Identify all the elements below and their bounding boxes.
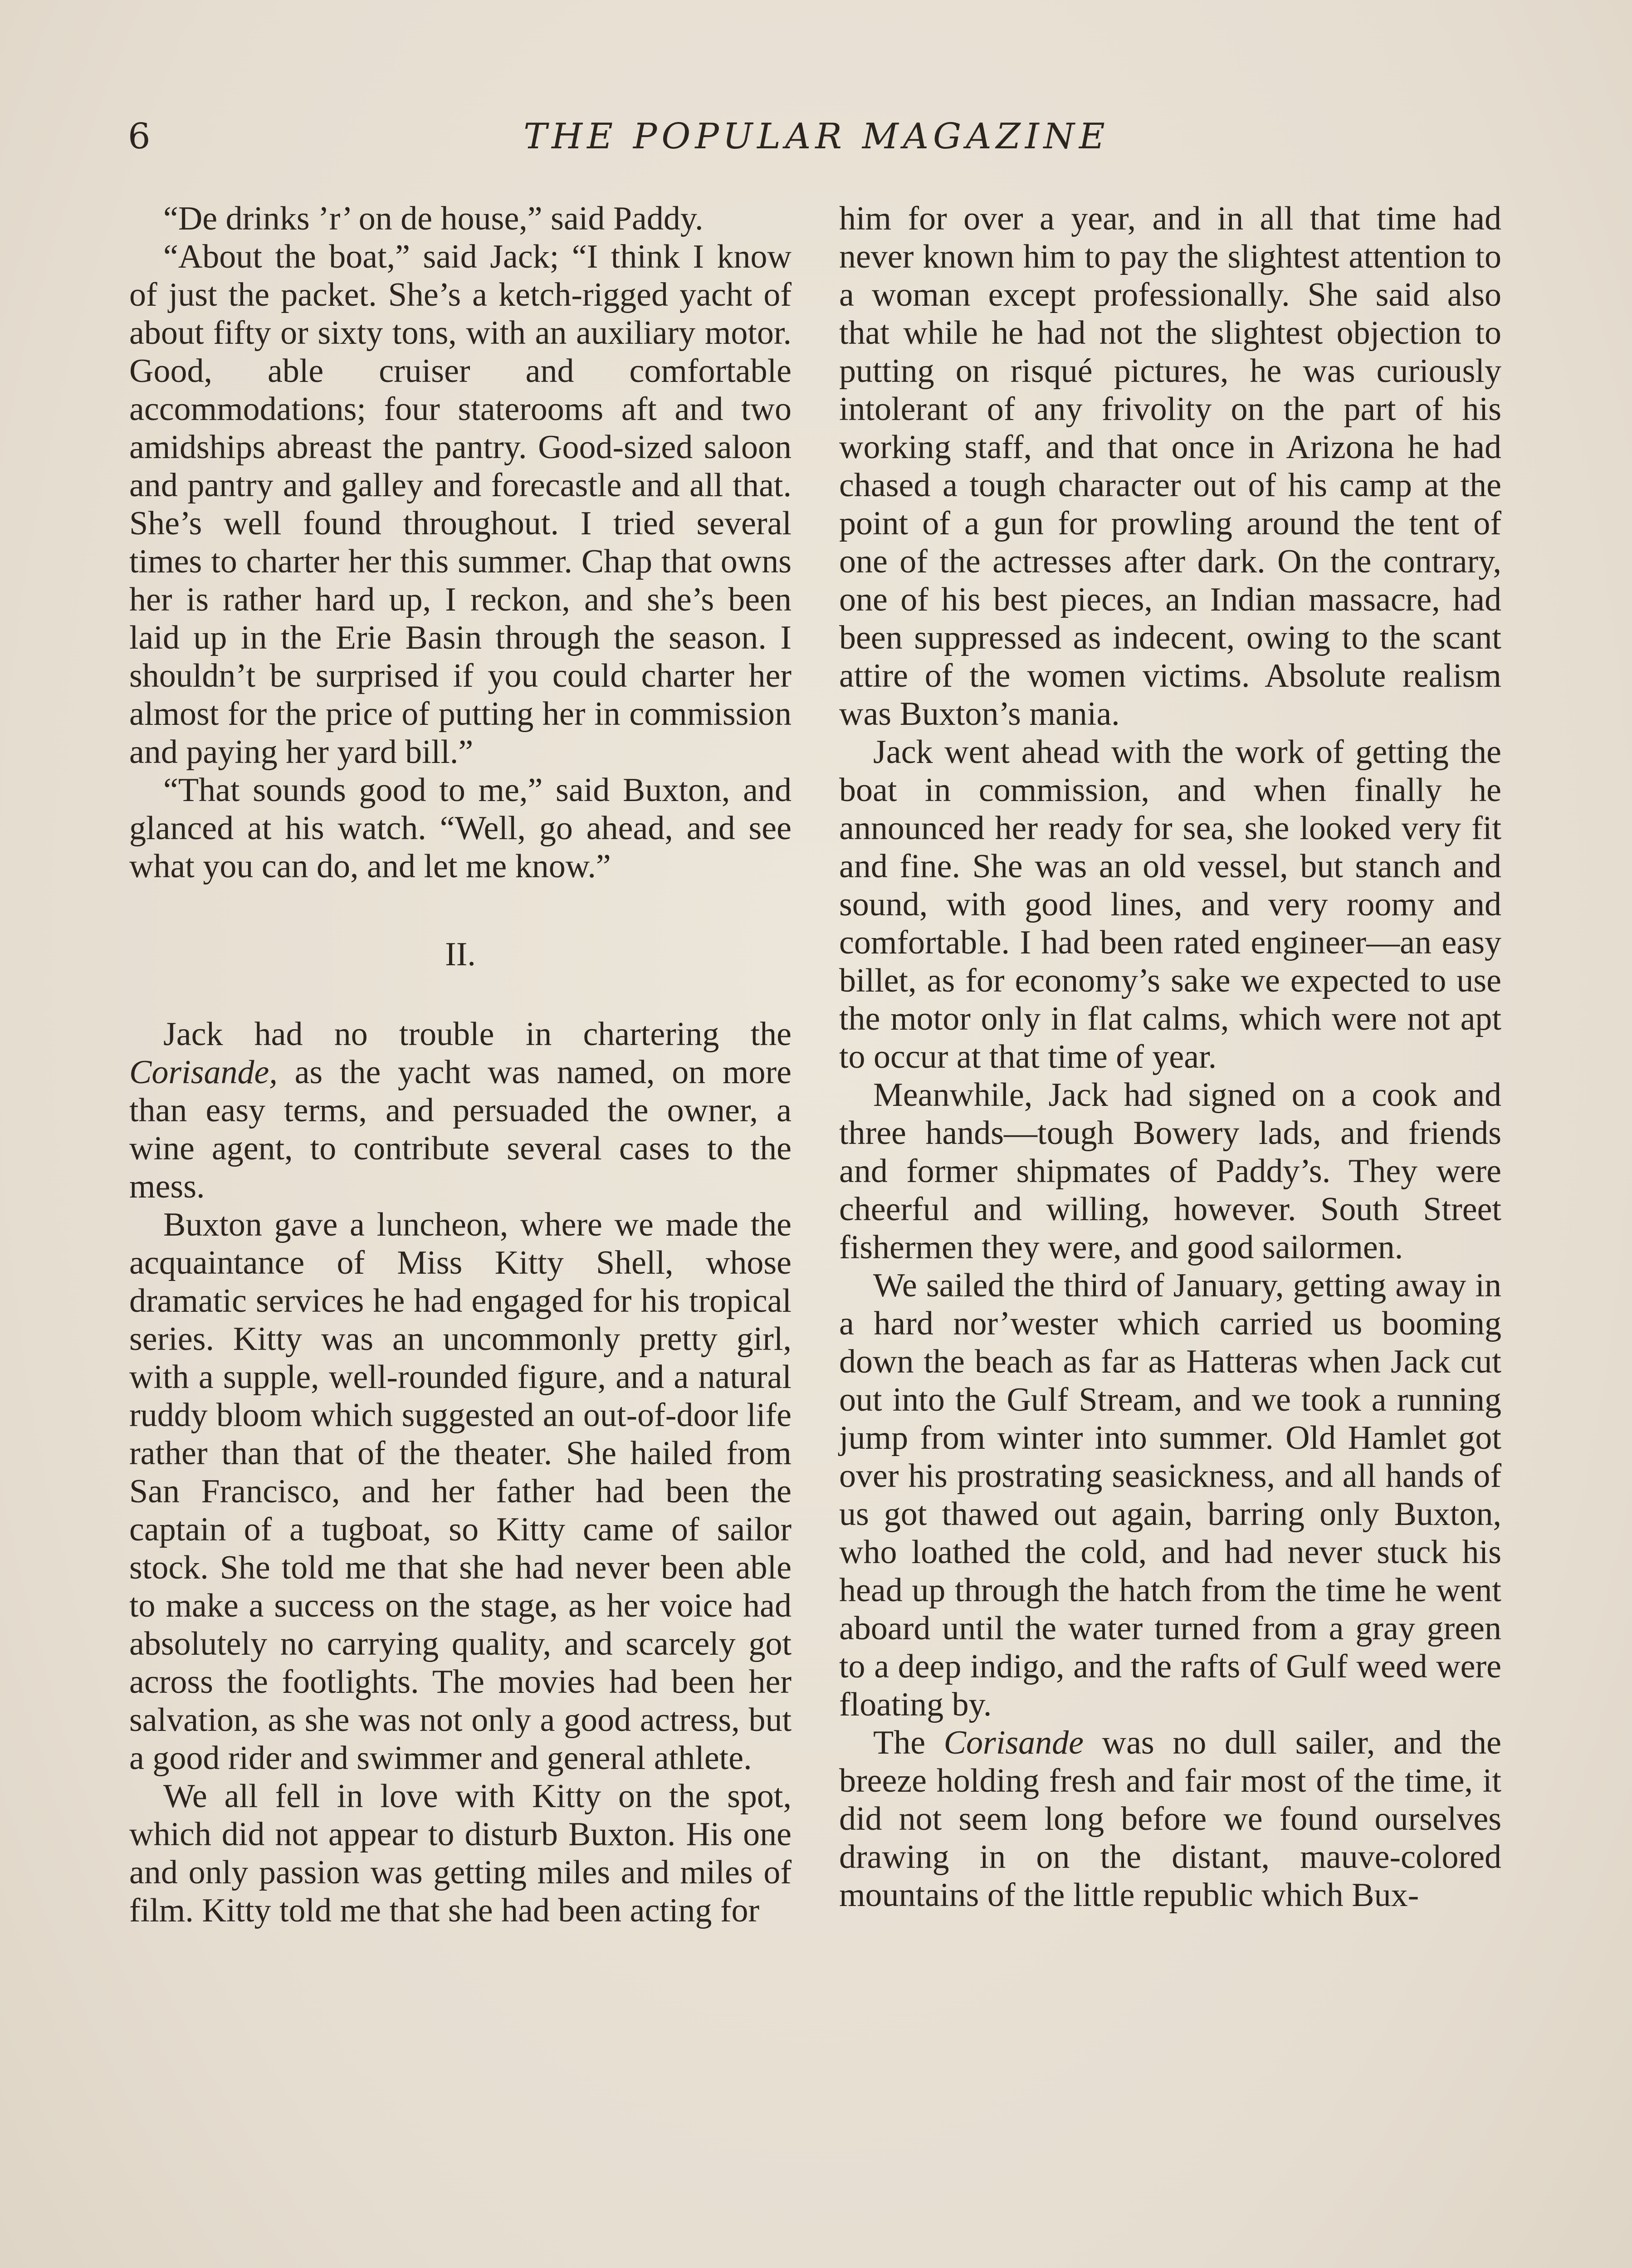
ship-name-italic: Corisande, (129, 1054, 278, 1091)
paragraph: Meanwhile, Jack had signed on a cook and three hands—tough Bowery lads, and friends and former shipmates of Paddy’s. They were cheerful and willing, however. South Street fishermen they were, and good sailormen. (839, 1076, 1501, 1266)
paragraph: “De drinks ’r’ on de house,” said Paddy. (163, 200, 704, 237)
right-column (839, 200, 1501, 1914)
paragraph: Buxton gave a luncheon, where we made the acquaintance of Miss Kitty Shell, whose dramatic services he had engaged for his tropical series. Kitty was an uncommonly pretty girl, with a supple, well-rounded figure, and a natural ruddy bloom which suggested an out-of-door life rather than that of the theater. She hailed from San Francisco, and her father had been the captain of a tugboat, so Kitty came of sailor stock. She told me that she had never been able to make a success on the stage, as her voice had absolutely no carrying quality, and scarcely got across the footlights. The movies had been her salvation, as she was not only a good actress, but a good rider and swimmer and general athlete. (129, 1206, 792, 1777)
text-run: was no dull sailer, and the breeze holding fresh and fair most of the time, it did not seem long before we found ourselves drawing in on the distant, mauve-colored mountains of the little republic which Bux- (839, 1724, 1501, 1914)
paragraph: We all fell in love with Kitty on the spot, which did not appear to disturb Buxton. His one and only passion was getting miles and miles of film. Kitty told me that she had been acting for (129, 1778, 792, 1929)
section-heading: II. (445, 936, 476, 973)
ship-name-italic: Corisande (943, 1724, 1084, 1761)
text-run: Jack had no trouble in chartering the (163, 1016, 792, 1053)
text-run: as the yacht was named, on more than easy terms, and persuaded the owner, a wine agent, to contribute several cases to the mess. (129, 1054, 792, 1205)
paragraph: him for over a year, and in all that time had never known him to pay the slightest attention to a woman except professionally. She said also that while he had not the slightest objection to putting on risqué pictures, he was curiously intolerant of any frivolity on the part of his working staff, and that once in Arizona he had chased a tough character out of his camp at the point of a gun for prowling around the tent of one of the actresses after dark. On the contrary, one of his best pieces, an Indian massacre, had been suppressed as indecent, owing to the scant attire of the women victims. Absolute realism was Buxton’s mania. (839, 200, 1501, 733)
paragraph (839, 1724, 1501, 1914)
running-title: THE POPULAR MAGAZINE (523, 116, 1109, 157)
text-run: The (873, 1724, 944, 1761)
paragraph: “About the boat,” said Jack; “I think I know of just the packet. She’s a ketch-rigged yacht of about fifty or sixty tons, with an auxiliary motor. Good, able cruiser and comfortable accommodations; four staterooms aft and two amidships abreast the pantry. Good-sized saloon and pantry and galley and forecastle and all that. She’s well found throughout. I tried several times to charter her this summer. Chap that owns her is rather hard up, I reckon, and she’s been laid up in the Erie Basin through the season. I shouldn’t be surprised if you could charter her almost for the price of putting her in commission and paying her yard bill.” (129, 238, 792, 771)
left-column (129, 200, 792, 1930)
paragraph: Jack went ahead with the work of getting the boat in commission, and when finally he announced her ready for sea, she looked very fit and fine. She was an old vessel, but stanch and sound, with good lines, and very roomy and comfortable. I had been rated engineer—an easy billet, as for economy’s sake we expected to use the motor only in flat calms, which were not apt to occur at that time of year. (839, 733, 1501, 1075)
paragraph (129, 1015, 792, 1206)
paragraph: We sailed the third of January, getting away in a hard nor’wester which carried us booming down the beach as far as Hatteras when Jack cut out into the Gulf Stream, and we took a running jump from winter into summer. Old Hamlet got over his prostrating seasickness, and all hands of us got thawed out again, barring only Buxton, who loathed the cold, and had never stuck his head up through the hatch from the time he went aboard until the water turned from a gray green to a deep indigo, and the rafts of Gulf weed were floating by. (839, 1267, 1501, 1723)
paragraph: “That sounds good to me,” said Buxton, and glanced at his watch. “Well, go ahead, and see what you can do, and let me know.” (129, 772, 792, 885)
page-number: 6 (128, 116, 151, 157)
